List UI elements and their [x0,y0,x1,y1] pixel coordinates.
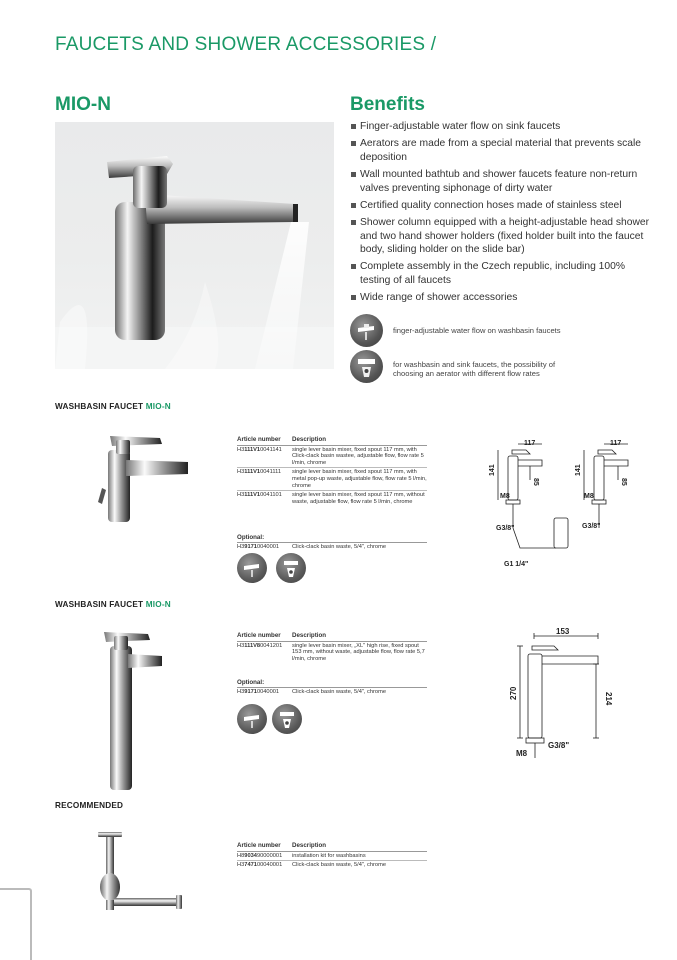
column-header-description: Description [292,437,427,445]
table-row: H3111V10041141 single lever basin mixer, fixed spout 117 mm, with Click-clack basin wastee, adjustable flow, flow rate 5 l/min, chrome [237,445,427,468]
spec-table-1 [237,437,427,506]
hero-faucet-photo [55,122,334,369]
spec-table-3 [237,843,427,870]
feature-text: finger-adjustable water flow on washbasin faucets [393,326,561,335]
spec-table-2 [237,633,427,663]
table-row: H391710040001 Click-clack basin waste, 5/4", chrome [237,544,386,550]
aerator-icon [276,553,306,583]
dimension-label: 117 [610,440,622,447]
finger-flow-icon [350,314,383,347]
dimension-label: 117 [524,440,536,447]
benefit-item: Aerators are made from a special material that prevents scale deposition [350,137,650,164]
dimension-label: 141 [489,464,496,476]
section-title-washbasin-1: WASHBASIN FAUCET MIO-N [55,402,171,411]
dimension-label: 153 [556,627,570,636]
product-image-faucet-1 [88,428,198,533]
dimension-label: M8 [516,749,528,758]
feature-text: for washbasin and sink faucets, the possibility of choosing an aerator with different flow rates [393,360,556,378]
dimension-label: 214 [604,692,613,706]
product-title: MIO-N [55,94,111,115]
section-title-recommended: RECOMMENDED [55,801,124,810]
dimension-label: 85 [620,478,627,486]
benefits-list [350,120,650,308]
technical-drawing-2 [506,624,616,769]
column-header-description: Description [292,843,427,851]
optional-table-2 [237,688,427,697]
finger-flow-icon [237,704,267,734]
column-header-article: Article number [237,633,292,641]
dimension-label: 270 [509,686,518,700]
benefit-item: Shower column equipped with a height-adjustable head shower and two hand shower holders (fixed holder built into the faucet body, sliding holder on the slide bar) [350,216,650,257]
table-row: H3747100040001 Click-clack basin waste, 5/4", chrome [237,862,386,869]
product-image-siphon [94,832,188,933]
page-title: FAUCETS AND SHOWER ACCESSORIES / [55,34,437,55]
technical-drawing-1 [474,436,664,576]
optional-table-1 [237,543,427,552]
benefit-item: Wide range of shower accessories [350,291,650,305]
benefit-item: Finger-adjustable water flow on sink faucets [350,120,650,134]
table-row: H3111V80041201 single lever basin mixer, „XL" high rise, fixed spout 153 mm, without waste, adjustable flow, flow rate 5,7 l/min, chrome [237,642,425,662]
benefit-item: Certified quality connection hoses made of stainless steel [350,199,650,213]
benefit-item: Complete assembly in the Czech republic, including 100% testing of all faucets [350,260,650,287]
dimension-label: 85 [532,478,539,486]
table-row: H391710040001 Click-clack basin waste, 5/4", chrome [237,689,386,695]
aerator-icon [272,704,302,734]
benefit-item: Wall mounted bathtub and shower faucets feature non-return valves preventing siphonage of dirty water [350,168,650,195]
column-header-description: Description [292,633,427,641]
page-corner-tab [0,888,32,960]
dimension-label: G3/8" [582,523,601,530]
aerator-icon [350,350,383,383]
dimension-label: M8 [500,493,510,500]
dimension-label: G3/8" [496,525,515,532]
section-title-washbasin-2: WASHBASIN FAUCET MIO-N [55,600,171,609]
dimension-label: 141 [575,464,582,476]
finger-flow-icon [237,553,267,583]
dimension-label: G3/8" [548,741,570,750]
dimension-label: G1 1/4" [504,561,529,568]
table-row: H3111V10041101 single lever basin mixer, fixed spout 117 mm, without waste, adjustable flow, flow rate 5 l/min, chrome [237,492,425,505]
column-header-article: Article number [237,437,292,445]
optional-label: Optional: [237,534,265,541]
product-image-faucet-2 [96,626,166,797]
table-row: H8903490000001 installation kit for washbasins [237,851,427,861]
benefits-title: Benefits [350,94,425,115]
dimension-label: M8 [584,493,594,500]
column-header-article: Article number [237,843,292,851]
optional-label: Optional: [237,679,265,686]
table-row: H3111V10041111 single lever basin mixer, fixed spout 117 mm, with metal pop-up waste, adjustable flow, flow rate 5 l/min, chrome [237,468,427,491]
